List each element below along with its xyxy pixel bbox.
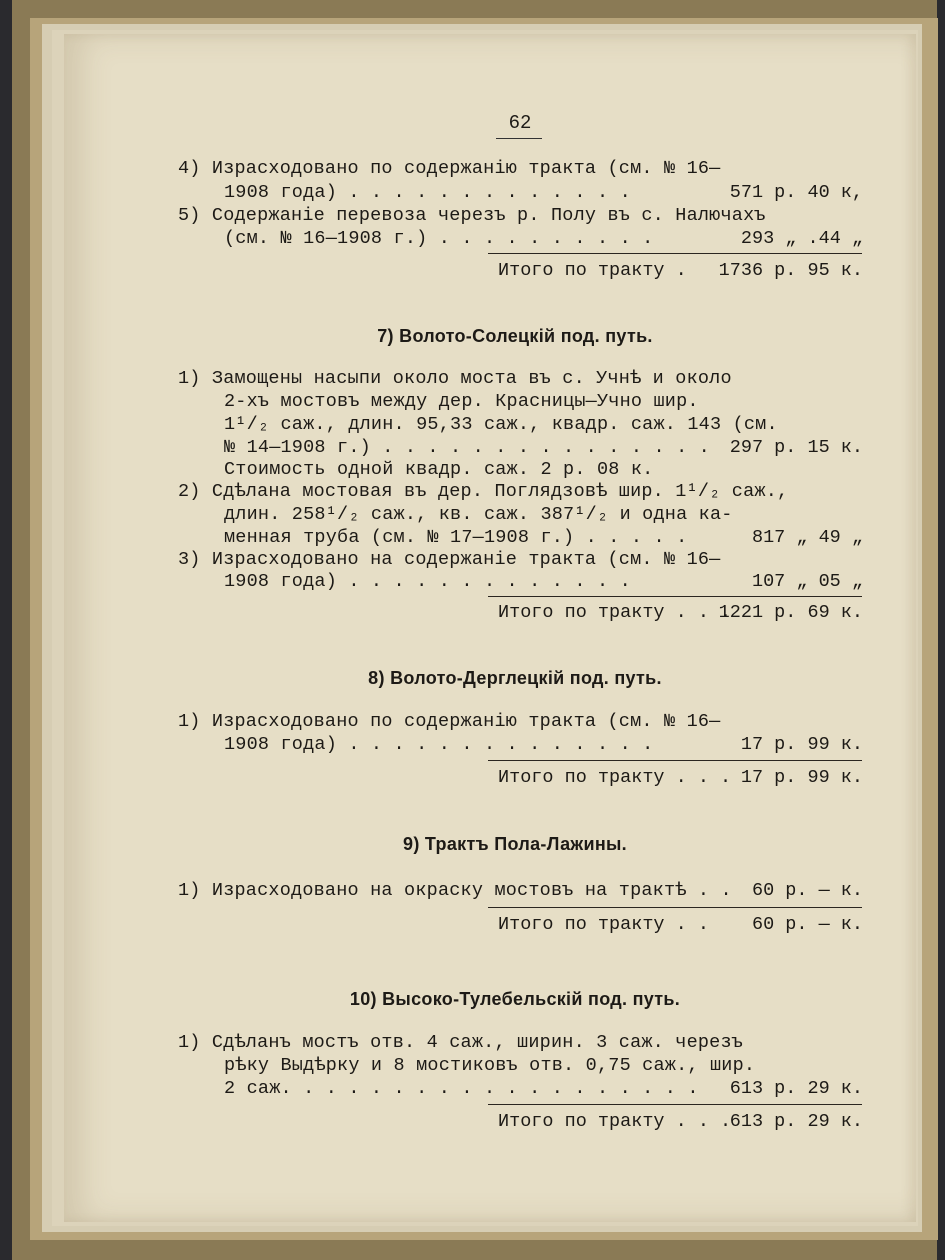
item-line: Стоимость одной квадр. саж. 2 р. 08 к. xyxy=(224,459,654,480)
total-label: Итого по тракту . . . xyxy=(498,1111,732,1132)
item-line: менная труба (см. № 17—1908 г.) . . . . . xyxy=(224,527,688,548)
item-line: 1) Замощены насыпи около моста въ с. Учнѣ и около xyxy=(178,368,732,389)
item-line: 1¹/₂ саж., длин. 95,33 саж., квадр. саж. 143 (см. xyxy=(224,414,778,435)
item-line: 1908 года) . . . . . . . . . . . . . . xyxy=(224,734,654,755)
total-amount: 1736 р. 95 к. xyxy=(718,260,863,281)
section-title: 9) Трактъ Пола-Лажины. xyxy=(403,834,627,854)
total-amount: 613 р. 29 к. xyxy=(729,1111,863,1132)
item-amount: 17 р. 99 к. xyxy=(740,734,863,755)
item-line: 5) Содержаніе перевоза черезъ р. Полу въ с. Налючахъ xyxy=(178,205,766,226)
item-line: 2-хъ мостовъ между дер. Красницы—Учно шир. xyxy=(224,391,699,412)
item-line: (см. № 16—1908 г.) . . . . . . . . . . xyxy=(224,228,654,249)
total-label: Итого по тракту . . . xyxy=(498,767,732,788)
total-amount: 60 р. — к. xyxy=(751,914,863,935)
total-rule xyxy=(488,907,862,908)
item-amount: 571 р. 40 к, xyxy=(729,182,863,203)
total-label: Итого по тракту . . . xyxy=(498,602,732,623)
total-label: Итого по тракту . xyxy=(498,260,687,281)
section-title: 7) Волото-Солецкій под. путь. xyxy=(377,326,653,346)
item-line: 1908 года) . . . . . . . . . . . . . xyxy=(224,182,631,203)
item-line: длин. 258¹/₂ саж., кв. саж. 387¹/₂ и одна ка- xyxy=(224,504,733,525)
item-line: 3) Израсходовано на содержаніе тракта (см. № 16— xyxy=(178,549,721,570)
item-line: 2) Сдѣлана мостовая въ дер. Поглядзовѣ шир. 1¹/₂ саж., xyxy=(178,481,789,502)
total-amount: 1221 р. 69 к. xyxy=(718,602,863,623)
item-line: 1908 года) . . . . . . . . . . . . . xyxy=(224,571,631,592)
item-amount: 107 „ 05 „ xyxy=(751,571,863,592)
section-title: 10) Высоко-Тулебельскій под. путь. xyxy=(349,989,681,1009)
item-amount: 817 „ 49 „ xyxy=(751,527,863,548)
item-amount: 60 р. — к. xyxy=(751,880,863,901)
item-amount: 293 „ .44 „ xyxy=(740,228,863,249)
total-rule xyxy=(488,1104,862,1105)
total-rule xyxy=(488,596,862,597)
total-rule xyxy=(488,253,862,254)
item-line: 1) Израсходовано на окраску мостовъ на трактѣ . . xyxy=(178,880,732,901)
section-title: 8) Волото-Дерглецкій под. путь. xyxy=(368,668,662,688)
item-line: 4) Израсходовано по содержанію тракта (см. № 16— xyxy=(178,158,721,179)
item-line: 2 саж. . . . . . . . . . . . . . . . . . . xyxy=(224,1078,699,1099)
total-rule xyxy=(488,760,862,761)
total-amount: 17 р. 99 к. xyxy=(740,767,863,788)
page-number: 62 xyxy=(508,112,532,134)
total-label: Итого по тракту . . xyxy=(498,914,709,935)
item-line: № 14—1908 г.) . . . . . . . . . . . . . . . xyxy=(224,437,710,458)
item-amount: 613 р. 29 к. xyxy=(729,1078,863,1099)
item-line: рѣку Выдѣрку и 8 мостиковъ отв. 0,75 саж., шир. xyxy=(224,1055,756,1076)
page-number-underline xyxy=(496,138,542,139)
item-line: 1) Сдѣланъ мостъ отв. 4 саж., ширин. 3 саж. черезъ xyxy=(178,1032,744,1053)
item-line: 1) Израсходовано по содержанію тракта (см. № 16— xyxy=(178,711,721,732)
item-amount: 297 р. 15 к. xyxy=(729,437,863,458)
